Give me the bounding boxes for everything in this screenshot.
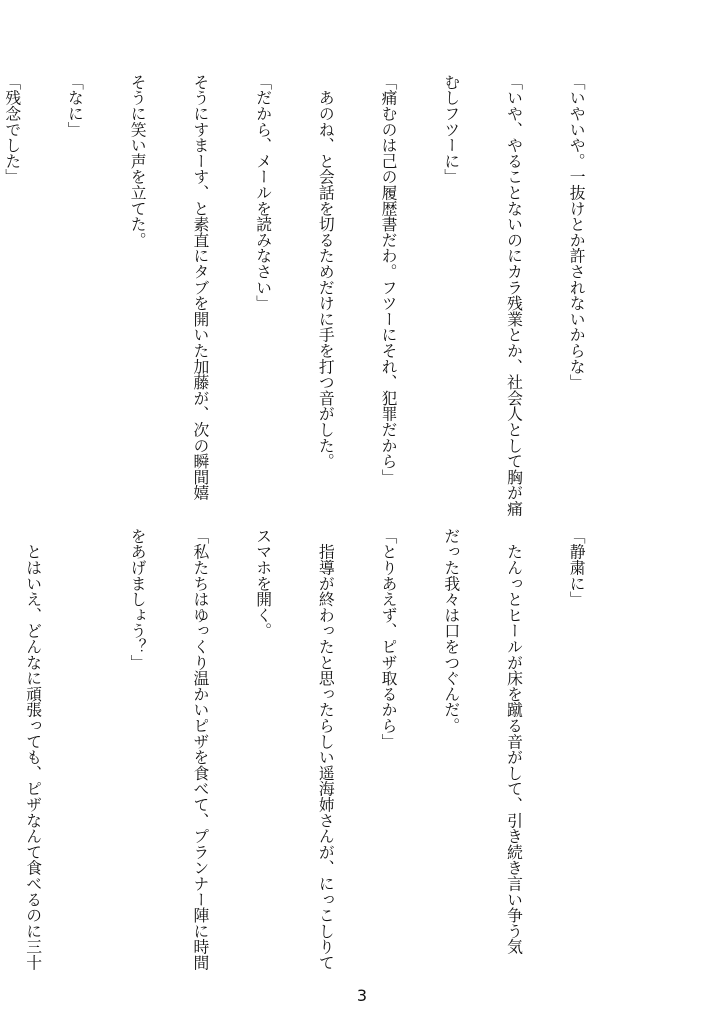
text-line: そうにすまーす、と素直にタブを開いた加藤が、次の瞬間嬉 [190, 74, 210, 501]
text-line: 「静粛に」 [567, 528, 587, 607]
text-line: あのね、と会話を切るためだけに手を打つ音がした。 [316, 74, 336, 469]
text-line: だった我々は口をつぐんだ。 [441, 528, 461, 734]
text-line: そうに笑い声を立てた。 [128, 74, 148, 248]
text-line: 「いや、やることないのにカラ残業とか、社会人として胸が痛 [504, 74, 524, 517]
text-line: 「私たちはゆっくり温かいピザを食べて、プランナー陣に時間 [190, 528, 210, 971]
text-line: たんっとヒールが床を蹴る音がして、引き続き言い争う気 [504, 528, 524, 955]
text-line: 「とりあえず、ピザ取るから」 [379, 528, 399, 750]
text-line: スマホを開く。 [253, 528, 273, 639]
text-line: 「なに」 [65, 74, 85, 138]
text-line: 「いやいや。一抜けとか許されないからな」 [567, 74, 587, 390]
text-line: をあげましょう？」 [128, 528, 148, 671]
text-line: 指導が終わったと思ったらしい遥海姉さんが、にっこしりて [316, 528, 336, 971]
text-line: 「痛むのは己の履歴書だわ。フツーにそれ、犯罪だから」 [379, 74, 399, 485]
bottom-text-block [0, 528, 628, 971]
text-line: 「残念でした」 [2, 74, 22, 185]
text-line: とはいえ、どんなに頑張っても、ピザなんて食べるのに三十 [23, 528, 43, 971]
text-line: むしフツーに」 [441, 74, 461, 185]
page-number: 3 [356, 986, 368, 1005]
text-line: 「だから、メールを読みなさい」 [253, 74, 273, 311]
top-text-block [0, 74, 628, 517]
